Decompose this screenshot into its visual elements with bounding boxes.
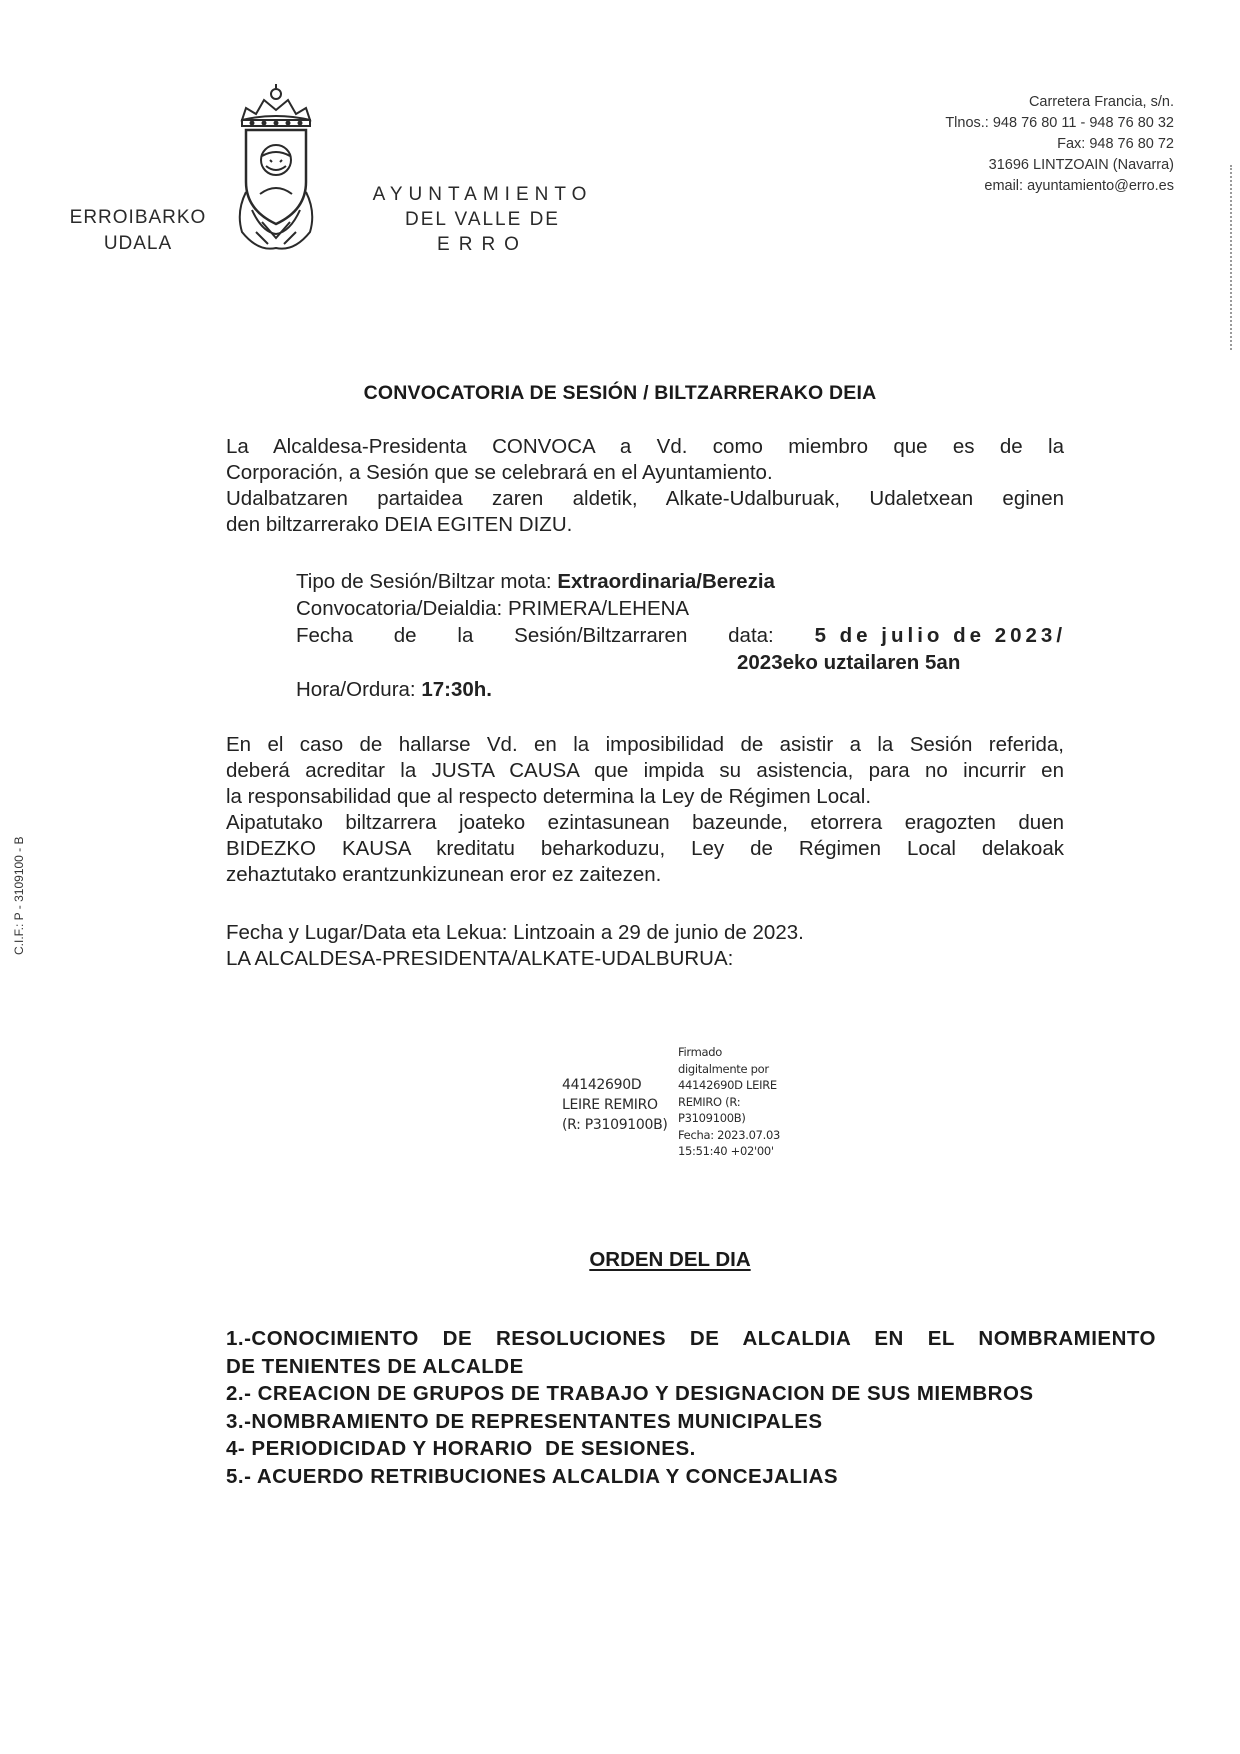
tipo-row bbox=[296, 568, 1066, 595]
ayuntamiento-name bbox=[345, 182, 620, 257]
notice-es-line1: En el caso de hallarse Vd. en la imposibilidad de asistir a la Sesión referida, bbox=[226, 733, 1064, 756]
signature-entity: (R: P3109100B) bbox=[562, 1117, 668, 1133]
agenda-list bbox=[226, 1325, 1156, 1490]
coat-of-arms-icon bbox=[232, 82, 320, 258]
contact-address: Carretera Francia, s/n. bbox=[1028, 94, 1174, 110]
cif-vertical-text: C.I.F.: P - 3109100 - B bbox=[12, 836, 26, 955]
ayuntamiento-line1: AYUNTAMIENTO bbox=[372, 184, 593, 205]
agenda-item-4: 4- PERIODICIDAD Y HORARIO DE SESIONES. bbox=[226, 1437, 696, 1460]
digital-signature-stamp bbox=[678, 1044, 780, 1160]
agenda-item-1-line2: DE TENIENTES DE ALCALDE bbox=[226, 1354, 524, 1378]
session-details bbox=[296, 568, 1066, 703]
convocatoria-row bbox=[296, 595, 1066, 622]
signature-stamp-date: Fecha: 2023.07.03 bbox=[678, 1127, 780, 1142]
contact-phones: Tlnos.: 948 76 80 11 - 948 76 80 32 bbox=[945, 115, 1174, 131]
intro-paragraph bbox=[226, 434, 1064, 538]
tipo-label: Tipo de Sesión/Biltzar mota: bbox=[296, 570, 552, 593]
signature-name: LEIRE REMIRO bbox=[562, 1097, 658, 1113]
signature-stamp-time: 15:51:40 +02'00' bbox=[678, 1144, 774, 1158]
agenda-title bbox=[0, 1248, 1240, 1272]
basque-name-line2: UDALA bbox=[103, 233, 173, 254]
notice-eu-line3: zehaztutako erantzunkizunean eror ez zaitezen. bbox=[226, 863, 662, 886]
document-title: CONVOCATORIA DE SESIÓN / BILTZARRERAKO DEIA bbox=[363, 382, 877, 404]
agenda-item-1-line1: 1.-CONOCIMIENTO DE RESOLUCIONES DE ALCALDIA EN EL NOMBRAMIENTO bbox=[226, 1327, 1156, 1350]
basque-name-line1: ERROIBARKO bbox=[69, 207, 207, 228]
convocatoria-label: Convocatoria/Deialdia: bbox=[296, 597, 503, 620]
signature-name-block bbox=[562, 1075, 668, 1135]
fecha-word: la bbox=[457, 624, 474, 647]
notice-eu-line1: Aipatutako biltzarrera joateko ezintasunean bazeunde, etorrera eragozten duen bbox=[226, 811, 1064, 834]
agenda-item-3: 3.-NOMBRAMIENTO DE REPRESENTANTES MUNICIPALES bbox=[226, 1409, 823, 1433]
fecha-row bbox=[296, 622, 1066, 649]
fecha-word: data: bbox=[728, 624, 774, 647]
contact-fax: Fax: 948 76 80 72 bbox=[1057, 136, 1174, 152]
contact-block bbox=[945, 92, 1174, 197]
signature-stamp-line: P3109100B) bbox=[678, 1111, 746, 1125]
signature-id: 44142690D bbox=[562, 1077, 642, 1093]
signer-title: LA ALCALDESA-PRESIDENTA/ALKATE-UDALBURUA: bbox=[226, 947, 734, 970]
signature-stamp-line: Firmado bbox=[678, 1045, 722, 1059]
notice-es-line2: deberá acreditar la JUSTA CAUSA que impida su asistencia, para no incurrir en bbox=[226, 759, 1064, 782]
contact-city: 31696 LINTZOAIN (Navarra) bbox=[988, 157, 1174, 173]
agenda-item-2: 2.- CREACION DE GRUPOS DE TRABAJO Y DESIGNACION DE SUS MIEMBROS bbox=[226, 1382, 1034, 1405]
basque-municipality-name bbox=[58, 205, 218, 257]
fecha-value-line1: 5 de julio de 2023/ bbox=[814, 624, 1067, 647]
agenda-title-text: ORDEN DEL DIA bbox=[589, 1248, 751, 1271]
fecha-value-line2: 2023eko uztailaren 5an bbox=[737, 651, 961, 674]
ayuntamiento-line2: DEL VALLE DE bbox=[405, 209, 560, 230]
intro-eu-line1: Udalbatzaren partaidea zaren aldetik, Alkate-Udalburuak, Udaletxean eginen bbox=[226, 487, 1064, 510]
intro-es-line1: La Alcaldesa-Presidenta CONVOCA a Vd. como miembro que es de la bbox=[226, 435, 1064, 458]
fecha-word: Sesión/Biltzarraren bbox=[514, 624, 688, 647]
hora-row bbox=[296, 676, 1066, 703]
agenda-item-5: 5.- ACUERDO RETRIBUCIONES ALCALDIA Y CONCEJALIAS bbox=[226, 1464, 839, 1488]
hora-label: Hora/Ordura: bbox=[296, 678, 416, 701]
scan-edge-marks bbox=[1230, 165, 1234, 350]
notice-paragraph bbox=[226, 732, 1064, 888]
notice-es-line3: la responsabilidad que al respecto determina la Ley de Régimen Local. bbox=[226, 785, 872, 808]
tipo-value: Extraordinaria/Berezia bbox=[557, 570, 775, 593]
intro-eu-line2: den biltzarrerako DEIA EGITEN DIZU. bbox=[226, 513, 573, 536]
signature-stamp-line: digitalmente por bbox=[678, 1061, 769, 1076]
signature-stamp-line: 44142690D LEIRE bbox=[678, 1078, 777, 1092]
ayuntamiento-line3: ERRO bbox=[437, 234, 528, 255]
notice-eu-line2: BIDEZKO KAUSA kreditatu beharkoduzu, Ley de Régimen Local delakoak bbox=[226, 837, 1064, 860]
fecha-lugar: Fecha y Lugar/Data eta Lekua: Lintzoain a 29 de junio de 2023. bbox=[226, 921, 804, 944]
fecha-word: Fecha bbox=[296, 624, 353, 647]
intro-es-line2: Corporación, a Sesión que se celebrará en el Ayuntamiento. bbox=[226, 461, 773, 484]
contact-email: email: ayuntamiento@erro.es bbox=[984, 178, 1174, 194]
signature-stamp-line: REMIRO (R: bbox=[678, 1094, 741, 1109]
fecha-word: de bbox=[393, 624, 417, 647]
closing-block bbox=[226, 920, 804, 972]
convocatoria-value: PRIMERA/LEHENA bbox=[507, 597, 690, 620]
hora-value: 17:30h. bbox=[421, 678, 492, 701]
